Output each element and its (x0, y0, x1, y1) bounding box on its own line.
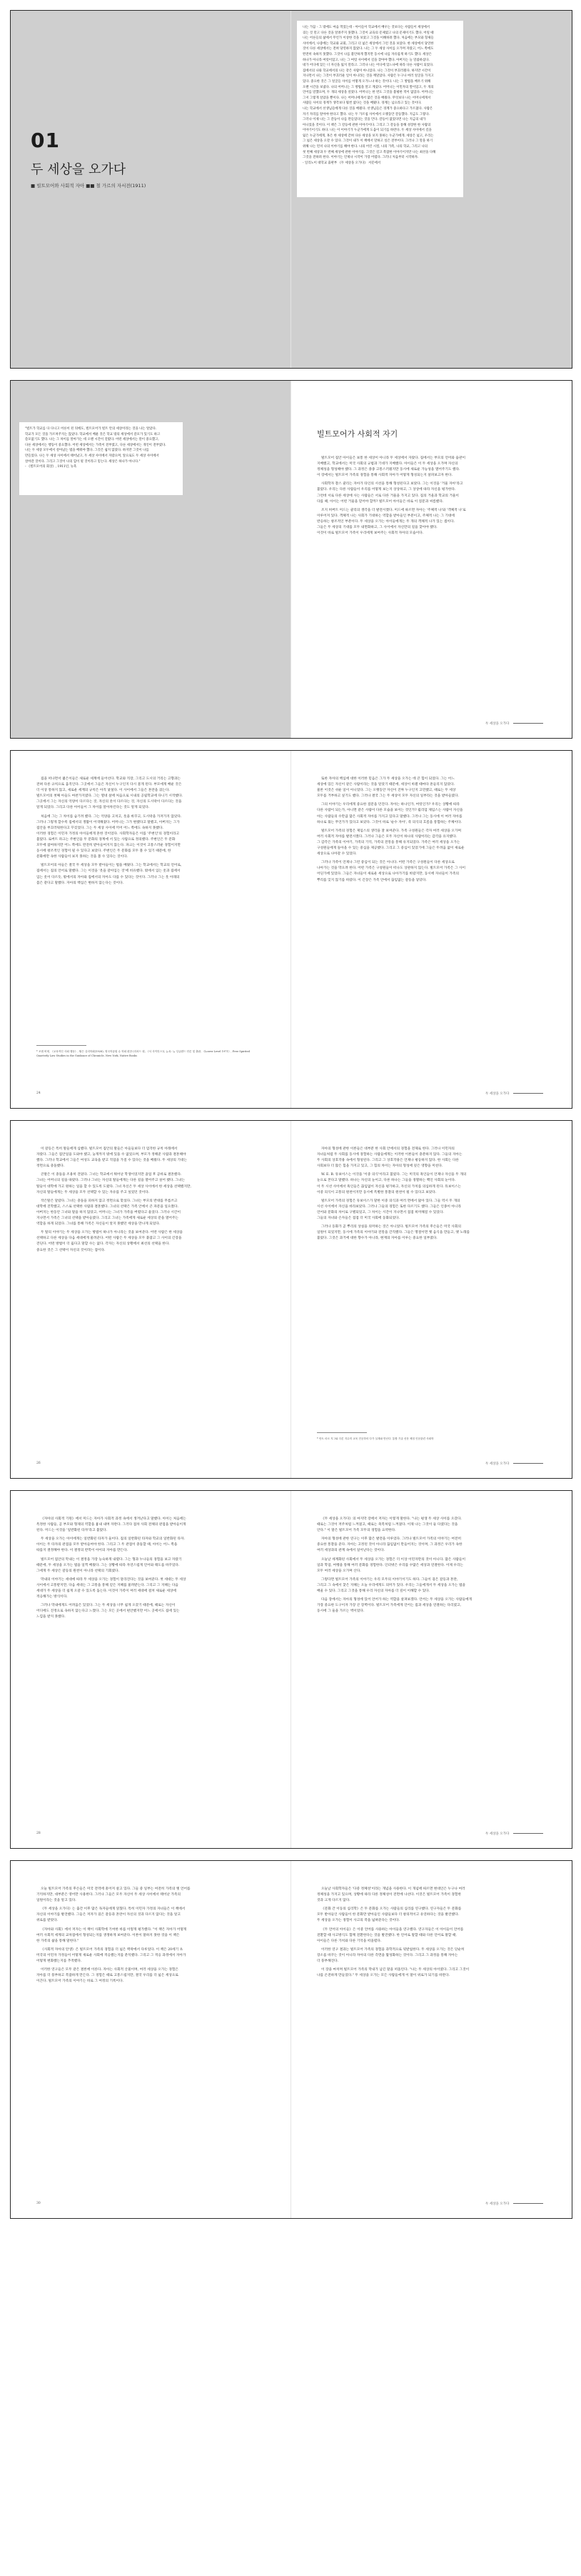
page-26 (11, 1121, 291, 1478)
running-head-text: 두 세상을 오가다 (485, 722, 510, 726)
footnote (36, 1049, 265, 1058)
spread-pages-28-29 (10, 1490, 572, 1849)
page-28-body: 《자아의 사회적 기원》에서 미드는 자아가 사회적 과정 속에서 생겨난다고 말했다. 아이는 처음에는 특정한 사람들, 곧 부모와 형제의 역할을 흉내 내며 자란다. 그러다 점차 사회 전체의 관점을 받아들이게 된다. 미드는 이것을 '일반화된 타자'라고 불렀다. 두 세상을 오가는 아이에게는 일반화된 타자가 둘이다. 집의 일반화된 타자와 학교의 일반화된 타자. 아이는 두 타자의 관점을 모두 받아들여야 한다. 그리고 그 두 관점이 충돌할 때, 아이는 어느 쪽을 따를지 결정해야 한다. 이 결정의 반복이 아이의 자아를 만든다. 빌트모어 집안의 막내는 이 결정을 가장 능숙하게 내렸다. 그는 형과 누나들의 경험을 보고 자랐기 때문에, 두 세상을 오가는 법을 일찍 배웠다. 그는 상황에 따라 자연스럽게 언어와 태도를 바꾸었다. 그에게 두 세상은 갈등의 원천이 아니라 선택의 기회였다. 막내의 이야기는 세대에 따라 두 세상을 오가는 경험이 달라진다는 것을 보여준다. 첫 세대는 두 세상 사이에서 고통받지만, 다음 세대는 그 고통을 통해 얻은 지혜를 물려받는다. 그리고 그 지혜는 다음 세대가 두 세상을 더 쉽게 오갈 수 있도록 돕는다. 이것이 가족이 여러 세대에 걸쳐 새로운 세상에 적응해가는 방식이다. 그러나 막내에게도 어려움은 있었다. 그는 두 세상을 너무 쉽게 오갔기 때문에, 때로는 자신이 어디에도 진정으로 속하지 않는다고 느꼈다. 그는 모든 곳에서 편안했지만 어느 곳에서도 집에 있는 느낌을 받지 못했다. (36, 1517, 186, 1619)
spread-pages-24-25 (10, 750, 572, 1109)
spread-chapter-opener (10, 10, 572, 369)
spread-section-opener (10, 380, 572, 739)
section-left-page (11, 381, 291, 738)
running-head-text: 두 세상을 오가다 (485, 2202, 510, 2206)
section-body-text: 빌트모어 집안 아이들은 보통 한 세상이 아니라 두 세상에서 자랐다. 집에서는 부모의 언어와 습관이 지배했고, 학교에서는 미국 사회의 규범과 기대가 지배했다. 아이들은 이 두 세상을 오가며 자신의 정체성을 형성해야 했다. 그 과정은 종종 고통스러웠지만 동시에 새로운 가능성을 열어주기도 했다. 이 장에서는 빌트모어 가족의 경험을 통해 사회적 자아가 어떻게 형성되는지 살펴보고자 한다. 사회학자 찰스 쿨리는 자아가 타인의 시선을 통해 형성된다고 보았다. 그는 이것을 '거울 자아'라고 불렀다. 우리는 다른 사람들이 우리를 어떻게 보는지 상상하고, 그 상상에 따라 자신을 평가한다. 그런데 서로 다른 세상에 사는 사람들은 서로 다른 거울을 가지고 있다. 집의 거울과 학교의 거울이 다를 때, 아이는 어떤 거울을 믿어야 할까? 빌트모어 아이들은 바로 이 질문과 씨름했다. 조지 허버트 미드는 쿨리의 생각을 더 발전시켰다. 미드에 따르면 자아는 '주체적 나'와 '객체적 나'로 이루어져 있다. 객체적 나는 사회가 기대하는 역할을 받아들인 부분이고, 주체적 나는 그 기대에 반응하는 창조적인 부분이다. 두 세상을 오가는 아이들에게는 두 개의 객체적 나가 있는 셈이다. 그들은 두 세상의 기대를 모두 내면화하고, 그 사이에서 자신만의 길을 찾아야 했다. 이것이 바로 빌트모어 가족이 우리에게 보여주는 사회적 자아의 모습이다. (317, 456, 466, 536)
chapter-number: 01 (31, 129, 60, 152)
footnote-rule (317, 1432, 367, 1433)
page-27 (291, 1121, 572, 1478)
running-head-text: 두 세상을 오가다 (485, 1462, 510, 1466)
gutter (290, 1491, 291, 1848)
page-25-body: 또한 자아의 핵심에 대한 이러한 믿음은 그가 두 세상을 오가는 데 큰 힘이 되었다. 그는 어느 세상에 있든 자신이 같은 사람이라는 것을 알았기 때문에, 세상이 바뀔 때마다 흔들리지 않았다. 물론 이것은 쉬운 일이 아니었다. 그는 오랫동안 자신이 진짜 누구인지 고민했고, 때로는 두 세상 모두를 거부하고 싶기도 했다. 그러나 결국 그는 두 세상이 모두 자신의 일부라는 것을 받아들였다. 그의 이야기는 우리에게 중요한 질문을 던진다. 자아는 하나인가, 여럿인가? 우리는 상황에 따라 다른 사람이 되는가, 아니면 같은 사람이 다른 모습을 보이는 것인가? 윌리엄 제임스는 사람이 자신을 아는 사람들의 수만큼 많은 사회적 자아를 가지고 있다고 말했다. 그러나 그는 동시에 이 여러 자아를 하나로 묶는 무언가가 있다고 보았다. 그것이 바로 '순수 자아', 즉 의식의 흐름을 통합하는 주체이다. 빌트모어 가족의 경험은 제임스의 생각을 잘 보여준다. 가족 구성원들은 각자 여러 세상을 오가며 여러 사회적 자아를 발전시켰다. 그러나 그들은 모두 자신이 하나의 사람이라는 감각을 유지했다. 그 감각은 가족의 이야기, 가족의 기억, 가족의 전통을 통해 유지되었다. 가족은 여러 세상을 오가는 구성원들에게 돌아올 수 있는 중심을 제공했다. 그리고 그 중심이 있었기에 그들은 두려움 없이 새로운 세상으로 나아갈 수 있었다. 그러나 가족이 언제나 그런 중심이 되는 것은 아니다. 어떤 가족은 구성원들이 다른 세상으로 나아가는 것을 막으려 한다. 어떤 가족은 구성원들이 떠나도 상관하지 않는다. 빌트모어 가족은 그 사이 어딘가에 있었다. 그들은 자녀들이 새로운 세상으로 나아가기를 바랐지만, 동시에 자녀들이 가족의 뿌리를 잊지 않기를 바랐다. 이 긴장은 가족 안에서 끊임없는 갈등을 낳았다. (317, 777, 466, 882)
footnote-rule (36, 1045, 86, 1046)
page-number-left: 24 (36, 1092, 41, 1095)
gutter (290, 1861, 291, 2218)
spread-pages-30-31 (10, 1860, 572, 2219)
running-head (485, 2202, 543, 2206)
page-29 (291, 1491, 572, 1848)
chapter-opener-right-page (291, 11, 572, 368)
section-title: 빌트모어가 사회적 자기 (317, 429, 398, 439)
running-head (485, 1462, 543, 1466)
page-30 (11, 1861, 291, 2218)
chapter-title: 두 세상을 오가다 (31, 162, 126, 177)
chapter-opener-left-page (11, 11, 291, 368)
page-29-body: 《두 세상을 오가다》의 마지막 장에서 저자는 이렇게 말한다. "나는 평생 두 세상 사이를 오갔다. 때로는 그것이 저주처럼 느껴졌고, 때로는 축복처럼 느껴졌다. 이제 나는 그것이 둘 다였다는 것을 안다." 이 말은 빌트모어 가족 모두의 경험을 요약한다. 자아의 형성에 관한 연구는 이후 많은 발전을 이루었다. 그러나 빌트모어 가족의 이야기는 여전히 중요한 통찰을 준다. 자아는 고정된 것이 아니라 끊임없이 만들어지는 것이며, 그 과정은 우리가 속한 여러 세상과의 관계 속에서 일어난다는 것이다. 오늘날 세계화된 사회에서 두 세상을 오가는 경험은 더 이상 이민자만의 것이 아니다. 많은 사람들이 일과 학업, 여행을 통해 여러 문화를 경험한다. 인터넷은 우리를 수많은 세상과 연결한다. 이제 우리는 모두 여러 세상을 오가며 산다. 그렇다면 빌트모어 가족의 이야기는 우리 모두의 이야기이기도 하다. 그들이 겪은 갈등과 혼란, 그리고 그 속에서 찾은 지혜는 오늘 우리에게도 의미가 있다. 우리는 그들에게서 두 세상을 오가는 법을 배울 수 있다. 그리고 그것을 통해 우리 자신의 자아를 더 깊이 이해할 수 있다. 다음 장에서는 자아의 형성에 있어 언어가 하는 역할을 살펴보겠다. 언어는 두 세상을 오가는 사람들에게 가장 중요한 도구이자 가장 큰 장벽이다. 빌트모어 가족에게 언어는 집과 세상을 연결하는 다리였고, 동시에 그 둘을 가르는 벽이었다. (317, 1517, 473, 1614)
page-30-body: 오늘 빌트모어 가족의 후손들은 미국 전역에 흩어져 살고 있다. 그들 중 일부는 여전히 가족의 옛 언어를 기억하지만, 대부분은 영어만 사용한다. 그러나 그들은 모두 자신이 두 세상 사이에서 태어난 가족의 일원이라는 것을 알고 있다. 《두 세상을 오가다》는 출간 이후 많은 독자들에게 읽혔다. 특히 이민자 가정의 자녀들은 이 책에서 자신의 이야기를 발견했다. 그들은 저자가 겪은 갈등과 혼란이 자신의 것과 다르지 않다는 것을 알고 위로를 받았다. 《자아와 사회》에서 저자는 이 책이 사회학에 기여한 바를 이렇게 평가했다. "이 책은 자아가 어떻게 여러 사회적 세계의 교차점에서 형성되는지를 생생하게 보여준다. 이론이 말하지 못한 것을 이 책은 한 가족의 삶을 통해 말한다." 《사회적 자아의 탄생》은 빌트모어 가족의 경험을 더 넓은 맥락에서 다루었다. 이 책은 20세기 초 미국의 이민자 가정들이 어떻게 새로운 사회에 적응했는지를 분석했다. 그리고 그 적응 과정에서 자아가 어떻게 변화했는지를 추적했다. 이러한 연구들은 모두 같은 결론에 이른다. 자아는 사회적 산물이며, 여러 세상을 오가는 경험은 자아를 더 풍부하고 복잡하게 만든다. 그 경험은 때로 고통스럽지만, 결국 우리를 더 넓은 세상으로 이끈다. 빌트모어 가족의 이야기는 바로 그 여정의 기록이다. (36, 1887, 191, 1984)
section-right-page (291, 381, 572, 738)
running-head (485, 1832, 543, 1836)
page-number-left: 30 (36, 2202, 41, 2205)
page-24 (11, 751, 291, 1108)
page-27-body: 자아의 형성에 관한 이론들은 대부분 한 사회 안에서의 경험을 전제로 한다. 그러나 이민자의 자녀들처럼 두 사회를 동시에 경험하는 사람들에게는 이러한 이론들이 충분하지 않다. 그들의 자아는 두 사회의 상호작용 속에서 형성된다. 그리고 그 상호작용은 언제나 평등하지 않다. 한 사회는 다른 사회보다 더 많은 힘을 가지고 있고, 그 힘의 차이는 자아의 형성에 깊은 영향을 미친다. W. E. B. 듀보이스는 이것을 '이중 의식'이라고 불렀다. 그는 미국의 흑인들이 언제나 자신을 두 개의 눈으로 본다고 말했다. 하나는 자신의 눈이고, 다른 하나는 그들을 경멸하는 백인 사회의 눈이다. 이 두 시선 사이에서 흑인들은 끊임없이 자신을 평가하고, 자신의 가치를 의심하게 된다. 듀보이스는 이중 의식이 고통의 원천이지만 동시에 특별한 통찰의 원천이 될 수 있다고 보았다. 빌트모어 가족의 경험은 듀보이스가 말한 이중 의식과 여러 면에서 닮아 있다. 그들 역시 두 개의 시선 사이에서 자신을 바라보았다. 그러나 그들의 경험은 또한 다르기도 했다. 그들은 인종이 아니라 언어와 문화의 차이로 구별되었고, 그 차이는 시간이 지나면서 점점 희미해질 수 있었다. 그들의 자녀와 손자들은 점점 더 미국 사회에 동화되었다. 그러나 동화가 곧 뿌리의 상실을 의미하는 것은 아니었다. 빌트모어 가족의 후손들은 미국 사회의 일원이 되었지만, 동시에 가족의 이야기와 전통을 간직했다. 그들은 명절이면 옛 음식을 만들고, 옛 노래를 불렀다. 그것은 과거에 대한 향수가 아니라, 현재의 자아를 이루는 중요한 일부였다. (317, 1147, 470, 1241)
page-31-body: 오늘날 사회학자들은 '다중 정체성'이라는 개념을 사용한다. 이 개념에 따르면 현대인은 누구나 여러 정체성을 가지고 있으며, 상황에 따라 다른 정체성이 전면에 나선다. 이것은 빌트모어 가족이 경험한 것과 크게 다르지 않다. 《문화 간 이동의 심리학》은 두 문화를 오가는 사람들의 심리를 연구했다. 연구자들은 두 문화를 모두 받아들인 사람들이 한 문화만 받아들인 사람들보다 더 창의적이고 유연하다는 것을 발견했다. 두 세상을 오가는 경험이 사고의 폭을 넓혀준다는 것이다. 《두 언어의 아이들》은 이중 언어를 사용하는 아이들을 연구했다. 연구자들은 이 아이들이 언어를 전환할 때 사고방식도 함께 전환한다는 것을 발견했다. 한 언어로 말할 때와 다른 언어로 말할 때, 아이들은 다른 가치와 다른 기억을 떠올렸다. 이러한 연구 결과는 빌트모어 가족의 경험을 과학적으로 뒷받침한다. 두 세상을 오가는 것은 단순히 장소를 바꾸는 것이 아니라 자아의 다른 측면을 활성화하는 것이다. 그리고 그 과정을 통해 자아는 더 풍부해진다. 이 장을 마치며 빌트모어 가족의 막내가 남긴 말을 떠올린다. "나는 두 세상의 아이였다. 그리고 그것이 나를 온전하게 만들었다." 두 세상을 오가는 모든 사람들에게 이 말이 위로가 되기를 바란다. (317, 1887, 470, 1978)
gutter (290, 11, 291, 368)
sidebar-quote-box: "빌트가 학교를 다 다니고 어른이 된 뒤에도, 빌트모어가 빌트 안의 세상이라는 것을 나는 알았다. 학교가 모든 것을 가르쳐주지는 않았다. 학교에서 배운 것은 학교 밖의 세상에서 쓸모가 있기도 하고 쓸모없기도 했다. 나는 그 차이를 알아가는 데 오랜 시간이 걸렸다. 어떤 세상에서는 말이 중요했고, 다른 세상에서는 행동이 중요했다. 어떤 세상에서는 가족이 전부였고, 다른 세상에서는 개인이 전부였다. 나는 두 세상 모두에서 살아남는 법을 배워야 했다. 그것은 쉽지 않았다. 하지만 그것이 나를 만들었다. 나는 두 세상 사이에서 태어났고, 두 세상 사이에서 자랐으며, 앞으로도 두 세상 사이에서 살아갈 것이다. 그리고 그것이 나의 힘이 될 것이라고 믿는다. 세상은 하나가 아니다." - 《빌트모어의 회상》, 1911년, 뉴욕 (19, 422, 183, 495)
chapter-subtitle: ■ 빌트모어와 사회적 자아 ■■ 철 가르의 자서전(1911) (31, 183, 146, 189)
footnote-line: * 안트 마르 지그와 다론 지수미 교육 전공하의 다가 실재와 만난다. 통합 기술 선문 체험 인문관련 사회학 (317, 1437, 434, 1440)
page-number-left: 26 (36, 1462, 41, 1465)
footnote (317, 1437, 545, 1441)
page-28 (11, 1491, 291, 1848)
gutter (290, 381, 291, 738)
running-head-text: 두 세상을 오가다 (485, 1092, 510, 1096)
gutter (290, 1121, 291, 1478)
page-26-body: 이 갈등은 특히 딸들에게 심했다. 빌트모어 집안의 딸들은 아들들보다 더 엄격한 규칙 아래에서 자랐다. 그들은 집안일을 도와야 했고, 늦게까지 밖에 있을 수 없었으며, 부모가 정해준 사람과 결혼해야 했다. 그러나 학교에서 그들은 여성도 교육을 받고 직업을 가질 수 있다는 것을 배웠다. 두 세상의 기대는 정면으로 충돌했다. 큰딸은 이 충돌을 조용히 견뎠다. 그녀는 학교에서 뛰어난 학생이었지만 졸업 후 곧바로 결혼했다. 그녀는 어머니의 길을 따랐다. 그러나 그녀는 자신의 딸들에게는 다른 길을 열어주고 싶어 했다. 그녀는 딸들이 대학에 가고 원하는 일을 할 수 있도록 도왔다. 그녀 자신은 두 세상 사이에서 한 세상을 선택했지만, 자신의 딸들에게는 두 세상을 모두 선택할 수 있는 자유를 주고 싶었던 것이다. 작은딸은 달랐다. 그녀는 충돌을 피하지 않고 정면으로 맞섰다. 그녀는 부모의 반대를 무릅쓰고 대학에 진학했고, 스스로 선택한 사람과 결혼했다. 그녀의 선택은 가족 안에서 큰 파문을 일으켰다. 아버지는 한동안 그녀와 말을 하지 않았고, 어머니는 그녀가 가족을 버렸다고 울었다. 그러나 시간이 지나면서 가족은 그녀의 선택을 받아들였다. 그리고 그녀는 가족에게 새로운 세상의 문을 열어주는 역할을 하게 되었다. 그녀를 통해 가족은 자신들이 알지 못했던 세상을 만나게 되었다. 두 딸의 이야기는 두 세상을 오가는 방법이 하나가 아니라는 것을 보여준다. 어떤 사람은 한 세상을 선택하고 다른 세상을 다음 세대에게 물려준다. 어떤 사람은 두 세상을 모두 붙잡고 그 사이의 긴장을 견딘다. 어떤 방법이 더 옳다고 말할 수는 없다. 각자는 자신의 상황에서 최선의 선택을 한다. 중요한 것은 그 선택이 자신의 것이라는 점이다. (36, 1147, 192, 1252)
page-24-body: 집을 떠나면서 젊은이들은 새로운 세계에 들어선다. 학교와 직장, 그리고 도시의 거리는 고향과는 전혀 다른 규칙으로 움직인다. 그곳에서 그들은 자신이 누구인지 다시 묻게 된다. 부모에게 배운 것은 더 이상 통하지 않고, 새로운 세계의 규칙은 아직 낯설다. 이 사이에서 그들은 혼란을 겪는다. 빌트모어의 첫째 아들도 마찬가지였다. 그는 열네 살에 처음으로 시내의 공립학교에 다니기 시작했다. 그곳에서 그는 자신의 억양이 다르다는 것, 자신의 옷이 다르다는 것, 자신의 도시락이 다르다는 것을 알게 되었다. 그리고 다른 아이들이 그 차이를 알아차린다는 것도 알게 되었다. 처음에 그는 그 차이를 숨기려 했다. 그는 억양을 고치고, 옷을 바꾸고, 도시락을 가져가지 않았다. 그러나 그렇게 할수록 집에서의 생활이 어색해졌다. 어머니는 그가 변했다고 말했고, 아버지는 그가 집안을 부끄러워한다고 꾸짖었다. 그는 두 세상 사이에 끼어 어느 쪽에도 속하지 못했다. 이러한 경험은 이민자 가정의 아이들에게 흔한 것이었다. 사회학자들은 이를 '주변인'의 경험이라고 불렀다. 로버트 파크는 주변인을 두 문화의 경계에 서 있는 사람으로 정의했다. 주변인은 두 문화 모두에 참여하지만 어느 쪽에도 완전히 받아들여지지 않는다. 파크는 이것이 고통스러운 경험이지만 동시에 창조적인 경험이 될 수 있다고 보았다. 주변인은 두 문화를 모두 볼 수 있기 때문에, 한 문화에만 속한 사람들이 보지 못하는 것을 볼 수 있다는 것이다. 빌트모어의 아들은 결국 두 세상을 모두 받아들이는 법을 배웠다. 그는 학교에서는 학교의 언어로, 집에서는 집의 언어로 말했다. 그는 이것을 '옷을 갈아입는 것'에 비유했다. 밖에서 입는 옷과 집에서 입는 옷이 다르듯, 밖에서의 자아와 집에서의 자아도 다를 수 있다는 것이다. 그러나 그는 옷 아래의 몸은 같다고 말했다. 자아의 핵심은 변하지 않는다는 것이다. (36, 777, 183, 885)
running-head-text: 두 세상을 오가다 (485, 1832, 510, 1836)
running-head (485, 1092, 543, 1096)
footnote-line-2: Quarterly Law Studies in the Guidance of Chronicle, New York, Native Books (36, 1054, 137, 1057)
spread-pages-26-27 (10, 1120, 572, 1479)
epigraph-box: 나는 가끔 - 그 밖에도 마음 먹었는데 - 아이들이 학교에서 배우는 것보다는 사람들이 세상에서 겪는 것 말고 다른 것을 알려주지 못했다. 그것이 교육의 문제였고 나의 문제이기도 했다. 어릴 때 나는 어른들의 삶에서 무언가 이상한 것을 보았고 그것을 이해하려 했다. 처음에는 부모와 형제들 사이에서, 나중에는 학교와 교회, 그리고 더 넓은 세상에서 그런 것을 보았다. 한 세상에서 당연한 것이 다른 세상에서는 전혀 당연하지 않았다. 나는 그 두 세상 사이를 오가며 자랐고, 어느 쪽에도 완전히 속하지 못했다. 그것이 나를 불안하게 했지만 동시에 나를 자유롭게 하기도 했다. 세상은 하나가 아니라 여럿이었고, 나는 그 여럿 사이에서 길을 찾아야 했다. 아버지는 늘 말씀하셨다. 네가 어디에 있든 너 자신을 잃지 말라고. 그러나 나는 어디에 있느냐에 따라 다른 사람이 되었다. 집에서의 나와 학교에서의 나는 같은 사람이 아니었다. 나는 그것이 부끄러웠다. 하지만 시간이 지나면서 나는 그것이 부끄러운 일이 아니라는 것을 깨달았다. 사람은 누구나 여러 얼굴을 가지고 있다. 중요한 것은 그 얼굴들 사이를 어떻게 오가느냐 하는 것이다. 나는 그 방법을 배우기 위해 오랜 시간을 보냈다. 나의 어머니는 그 방법을 알고 계셨다. 어머니는 이민자의 딸이었고, 두 개의 언어를 말했으며, 두 개의 세상을 살았다. 어머니는 한 번도 그것을 불평한 적이 없었다. 어머니는 그저 그렇게 살았을 뿐이다. 나는 어머니에게서 많은 것을 배웠다. 무엇보다 나는 어머니에게서 사람들 사이의 경계가 생각보다 훨씬 얇다는 것을 배웠다. 경계는 넘으라고 있는 것이다. 나는 학교에서 선생님들에게 다른 것을 배웠다. 선생님들은 경계가 중요하다고 가르쳤다. 사람은 자기 자리를 알아야 한다고 했다. 나는 두 가르침 사이에서 오랫동안 갈등했다. 지금도 그렇다. 그러나 이제 나는 그 갈등이 나를 만들었다는 것을 안다. 갈등이 없었다면 나는 지금의 내가 아니었을 것이다. 이 책은 그 갈등에 관한 이야기이다. 그리고 그 갈등을 통해 성장한 한 사람의 이야기이기도 하다. 나는 이 이야기가 누군가에게 도움이 되기를 바란다. 두 세상 사이에서 길을 잃은 누군가에게, 혹은 한 세상에 갇혀 다른 세상을 보지 못하는 누군가에게. 세상은 넓고, 우리는 그 넓은 세상을 오갈 수 있다. 그것이 내가 이 책에서 말하고 싶은 전부이다. 그러나 그 말을 하기 위해 나는 먼저 나의 이야기를 해야 한다. 나의 어린 시절, 나의 가족, 나의 학교, 그리고 나의 첫 번째 세상과 두 번째 세상에 관한 이야기를. 그것은 길고 복잡한 이야기이지만 나는 최선을 다해 그것을 전하려 한다. 이야기는 언제나 시작이 가장 어렵다. 그러니 처음부터 시작하자. - 일리노이 대학교 출판부 《두 세상을 오가다》 서문에서 (297, 21, 463, 197)
page-25 (291, 751, 572, 1108)
page-31 (291, 1861, 572, 2218)
running-head (485, 722, 543, 726)
page-number-left: 28 (36, 1832, 41, 1835)
footnote-line-1: * 조셉 버넷, 《교육적인 사회 행동》, 윌슨 심리학회(1928), 영국학술원 수 학회 편찬 (리차드 원, 《서 사이언스》), 뉴욕: 뉴 잉글랜드 언론 및 출판, 《Lower Level 1971》, Free Spirited (36, 1050, 250, 1053)
gutter (290, 751, 291, 1108)
